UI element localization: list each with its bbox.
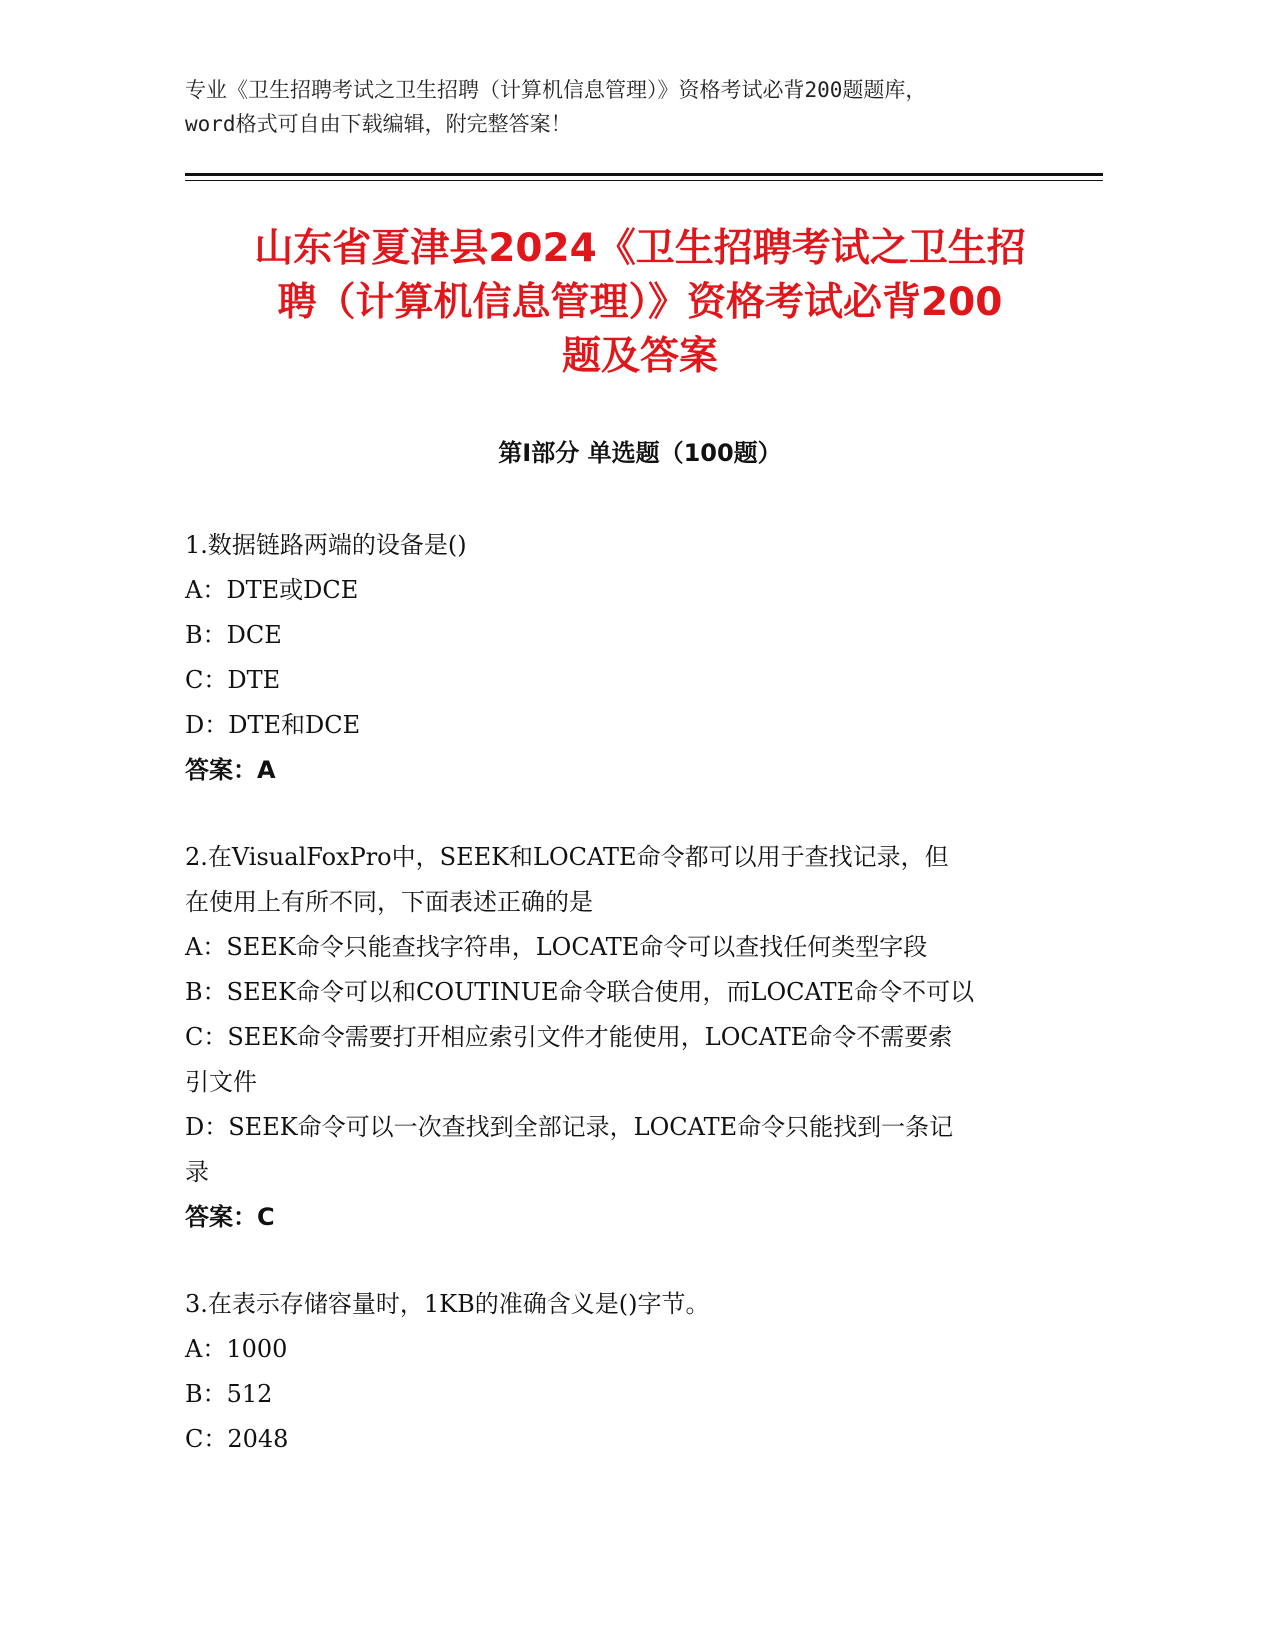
header-note-line: word格式可自由下载编辑，附完整答案！ xyxy=(185,112,572,136)
question-option: D：DTE和DCE xyxy=(185,711,361,739)
document-title-line: 山东省夏津县2024《卫生招聘考试之卫生招 xyxy=(254,226,1026,271)
question-option: 引文件 xyxy=(185,1068,257,1096)
question-option: B：DCE xyxy=(185,621,282,649)
question-option: D：SEEK命令可以一次查找到全部记录，LOCATE命令只能找到一条记 xyxy=(185,1113,954,1141)
question-stem: 1.数据链路两端的设备是() xyxy=(185,531,467,559)
question-option: C：SEEK命令需要打开相应索引文件才能使用，LOCATE命令不需要索 xyxy=(185,1023,953,1051)
header-note xyxy=(185,73,1105,141)
question-stem: 2.在VisualFoxPro中，SEEK和LOCATE命令都可以用于查找记录，但 xyxy=(185,843,949,871)
question-stem: 在使用上有所不同，下面表述正确的是 xyxy=(185,888,593,916)
question-option: 录 xyxy=(185,1158,209,1186)
document-title xyxy=(160,222,1120,384)
question-stem: 3.在表示存储容量时，1KB的准确含义是()字节。 xyxy=(185,1290,710,1318)
document-title-line: 聘（计算机信息管理）》资格考试必背200 xyxy=(277,280,1003,325)
question-option: A：1000 xyxy=(185,1335,288,1363)
header-divider-thick xyxy=(185,173,1103,176)
section-heading: 第I部分 单选题（100题） xyxy=(498,439,782,467)
question-item xyxy=(185,1282,1045,1462)
question-item xyxy=(185,835,1045,1240)
question-answer: 答案：C xyxy=(185,1203,275,1231)
question-option: B：SEEK命令可以和COUTINUE命令联合使用，而LOCATE命令不可以 xyxy=(185,978,975,1006)
question-option: C：2048 xyxy=(185,1425,289,1453)
header-divider-thin xyxy=(185,180,1103,181)
document-title-line: 题及答案 xyxy=(561,334,718,379)
question-option: A：DTE或DCE xyxy=(185,576,359,604)
question-option: C：DTE xyxy=(185,666,281,694)
question-item xyxy=(185,523,1045,793)
question-option: A：SEEK命令只能查找字符串，LOCATE命令可以查找任何类型字段 xyxy=(185,933,928,961)
question-answer: 答案：A xyxy=(185,756,276,784)
header-note-line: 专业《卫生招聘考试之卫生招聘（计算机信息管理）》资格考试必背200题题库， xyxy=(185,78,927,102)
question-option: B：512 xyxy=(185,1380,273,1408)
question-list xyxy=(185,523,1045,1504)
